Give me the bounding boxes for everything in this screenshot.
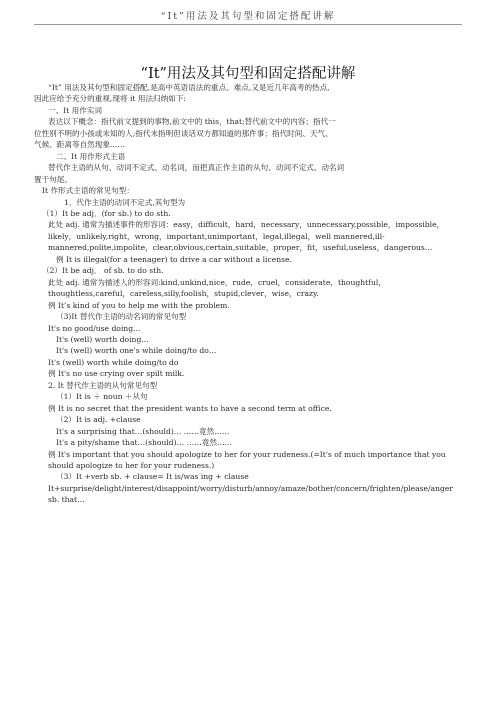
text-line: 替代作主语的从句、动词不定式、动名词，而把真正作主语的从句、动词不定式、动名词 (48, 163, 345, 173)
text-line: 例 It's no use crying over spilt milk. (48, 369, 185, 379)
text-line: （3)It 替代作主语的动名词的常见句型 (56, 312, 187, 322)
text-line: （1）It be adj．(for sb.) to do sth. (42, 208, 171, 218)
text-line: 此处 adj. 通常为描述事件的形容词：easy，difficult，hard，necessary，unnecessary,possible，impossible，likely，unlikely,right，wrong，important,unimportant，legal,illegal，well mannered,ill-mannered,polite,impolite，clear,obvious,certain,suitable，proper，fit，useful,useless，dangerous… (48, 220, 445, 253)
text-line: 例 It's important that you should apologize to her for your rudeness.(=It's of much importance that you should apologize to her for your rudeness.) (48, 449, 446, 470)
text-line: It 作形式主语的常见句型： (42, 186, 134, 196)
running-header: “It”用法及其句型和固定搭配讲解 (160, 11, 336, 22)
text-line: It's (well) worth one's while doing/to do… (56, 346, 217, 356)
text-line: It's a pity/shame that…(should)… ……竟然…… (56, 438, 233, 448)
text-line: 因此应给予充分的重视,现将 it 用法归纳如下: (34, 94, 186, 104)
text-line: 气候、距离等自然现象…… (34, 140, 126, 150)
text-line: It's a surprising that…(should)… ……竟然…… (56, 426, 230, 436)
text-line: 例 It is no secret that the president wants to have a second term at office. (48, 403, 332, 413)
text-line: 此处 adj. 通常为描述人的形容词:kind,unkind,nice，rude，cruel，considerate，thoughtful，thoughtless,careful，careless,silly,foolish，stupid,clever，wise，crazy. (48, 277, 386, 299)
text-line: （2）It be adj． of sb. to do sth. (42, 266, 164, 276)
text-line: （1）It is ＋ noun ＋从句 (56, 392, 148, 402)
text-line: 表达以下概念：指代前文提到的事物,前文中的 this，that;替代前文中的内容；指代一 (48, 117, 336, 127)
text-line: 一、It 用作实词 (48, 105, 103, 115)
text-line: 例 It’s kind of you to help me with the problem. (48, 300, 230, 310)
document-title: “It”用法及其句型和固定搭配讲解 (140, 66, 356, 82)
text-line: It's no good/use doing… (48, 323, 141, 333)
text-line: 置于句尾。 (34, 174, 72, 184)
text-line: （2）It is adj. +clause (56, 415, 141, 425)
header-divider (34, 24, 462, 25)
text-line: 1．代作主语的动词不定式,其句型为 (64, 197, 186, 207)
document-body (34, 82, 462, 506)
text-line: “It” 用法及其句型和固定搭配,是高中英语语法的重点、难点,又是近几年高考的热点, (48, 83, 330, 92)
text-line: （3）It +verb sb. + clause= It is/was ing + clause (56, 472, 249, 482)
text-line: 二、It 用作形式主语 (56, 151, 126, 161)
text-line: It's (well) worth while doing/to do (48, 357, 179, 367)
text-line: It's (well) worth doing… (56, 334, 149, 344)
text-line: 2. It 替代作主语的从句常见句型 (48, 380, 158, 390)
text-line: It+surprise/delight/interest/disappoint/worry/disturb/annoy/amaze/bother/concern/frighten/please/anger sb. that… (48, 483, 453, 505)
text-line: 位性别不明的小孩或未知的人;指代未指明但谈话双方都知道的那件事；指代时间、天气、 (34, 128, 333, 138)
text-line: 例 It is illegal(for a teenager) to drive a car without a license. (56, 254, 292, 264)
